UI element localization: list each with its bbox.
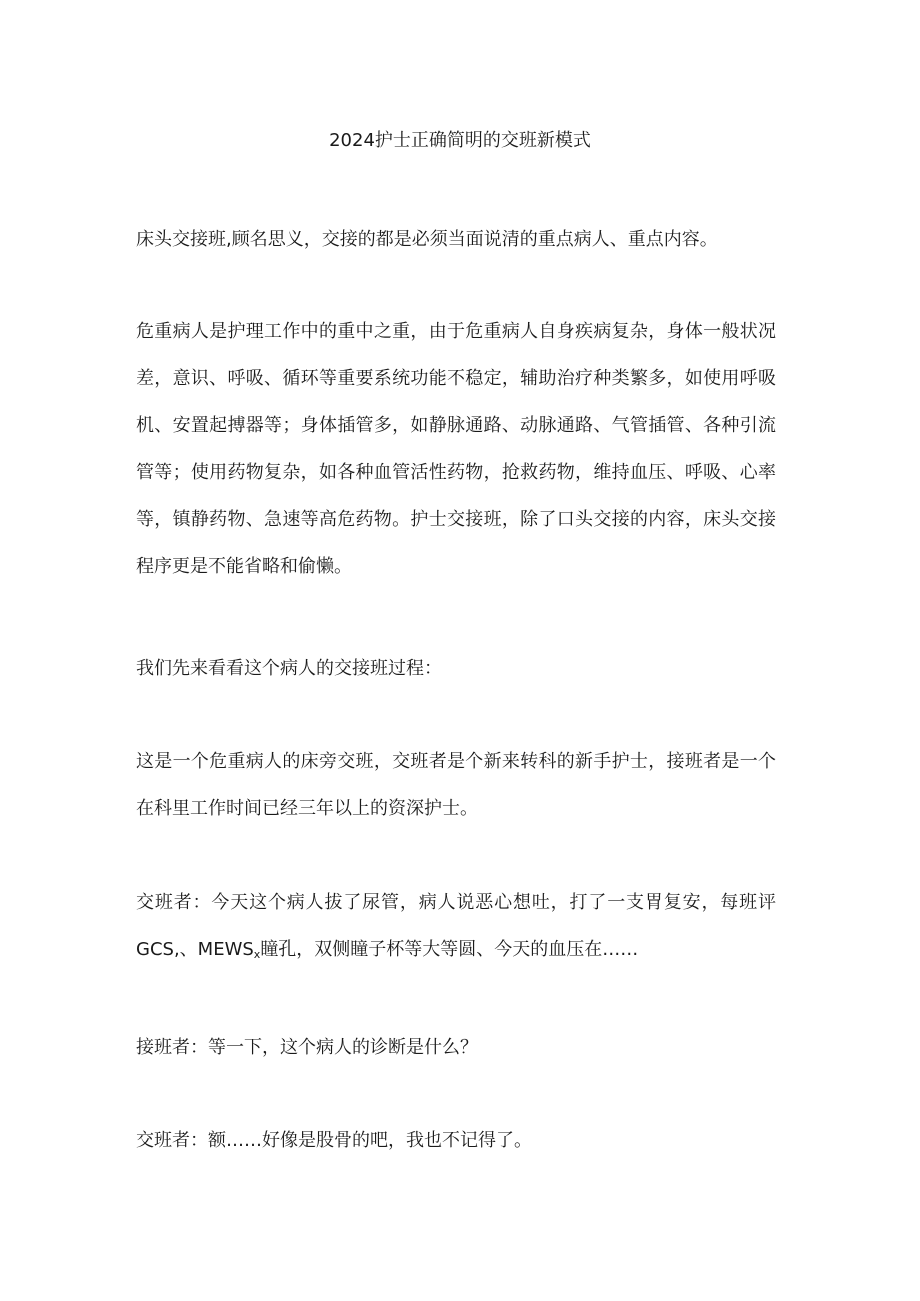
paragraph-intro: 床头交接班,顾名思义，交接的都是必须当面说清的重点病人、重点内容。 (136, 229, 718, 250)
dialogue-handover-2: 交班者：额……好像是股骨的吧，我也不记得了。 (136, 1130, 532, 1151)
paragraph-critical-patients: 危重病人是护理工作中的重中之重，由于危重病人自身疾病复杂，身体一般状况差，意识、呼吸、循环等重要系统功能不稳定，辅助治疗种类繁多，如使用呼吸机、安置起搏器等；身体插管多，如静脉通路、动脉通路、气管插管、各种引流管等；使用药物复杂，如各种血管活性药物，抢救药物，维持血压、呼吸、心率等，镇静药物、急速等高危药物。护士交接班，除了口头交接的内容，床头交接程序更是不能省略和偷懒。 (136, 321, 776, 577)
paragraph-lead-in: 我们先来看看这个病人的交接班过程： (136, 658, 442, 679)
dialogue-handover-1-text-a: 交班者：今天这个病人拔了尿管，病人说恶心想吐，打了一支胃复安，每班评GCS,、MEWS (136, 892, 776, 960)
document-title: 2024护士正确简明的交班新模式 (329, 130, 591, 151)
paragraph-scenario: 这是一个危重病人的床旁交班，交班者是个新来转科的新手护士，接班者是一个在科里工作时间已经三年以上的资深护士。 (136, 751, 776, 819)
dialogue-handover-1-text-b: 瞳孔，双侧瞳子杯等大等圆、今天的血压在…… (260, 939, 639, 960)
dialogue-subscript: x (253, 948, 261, 961)
dialogue-handover-1 (136, 879, 776, 978)
dialogue-receiver-1: 接班者：等一下，这个病人的诊断是什么？ (136, 1037, 478, 1058)
